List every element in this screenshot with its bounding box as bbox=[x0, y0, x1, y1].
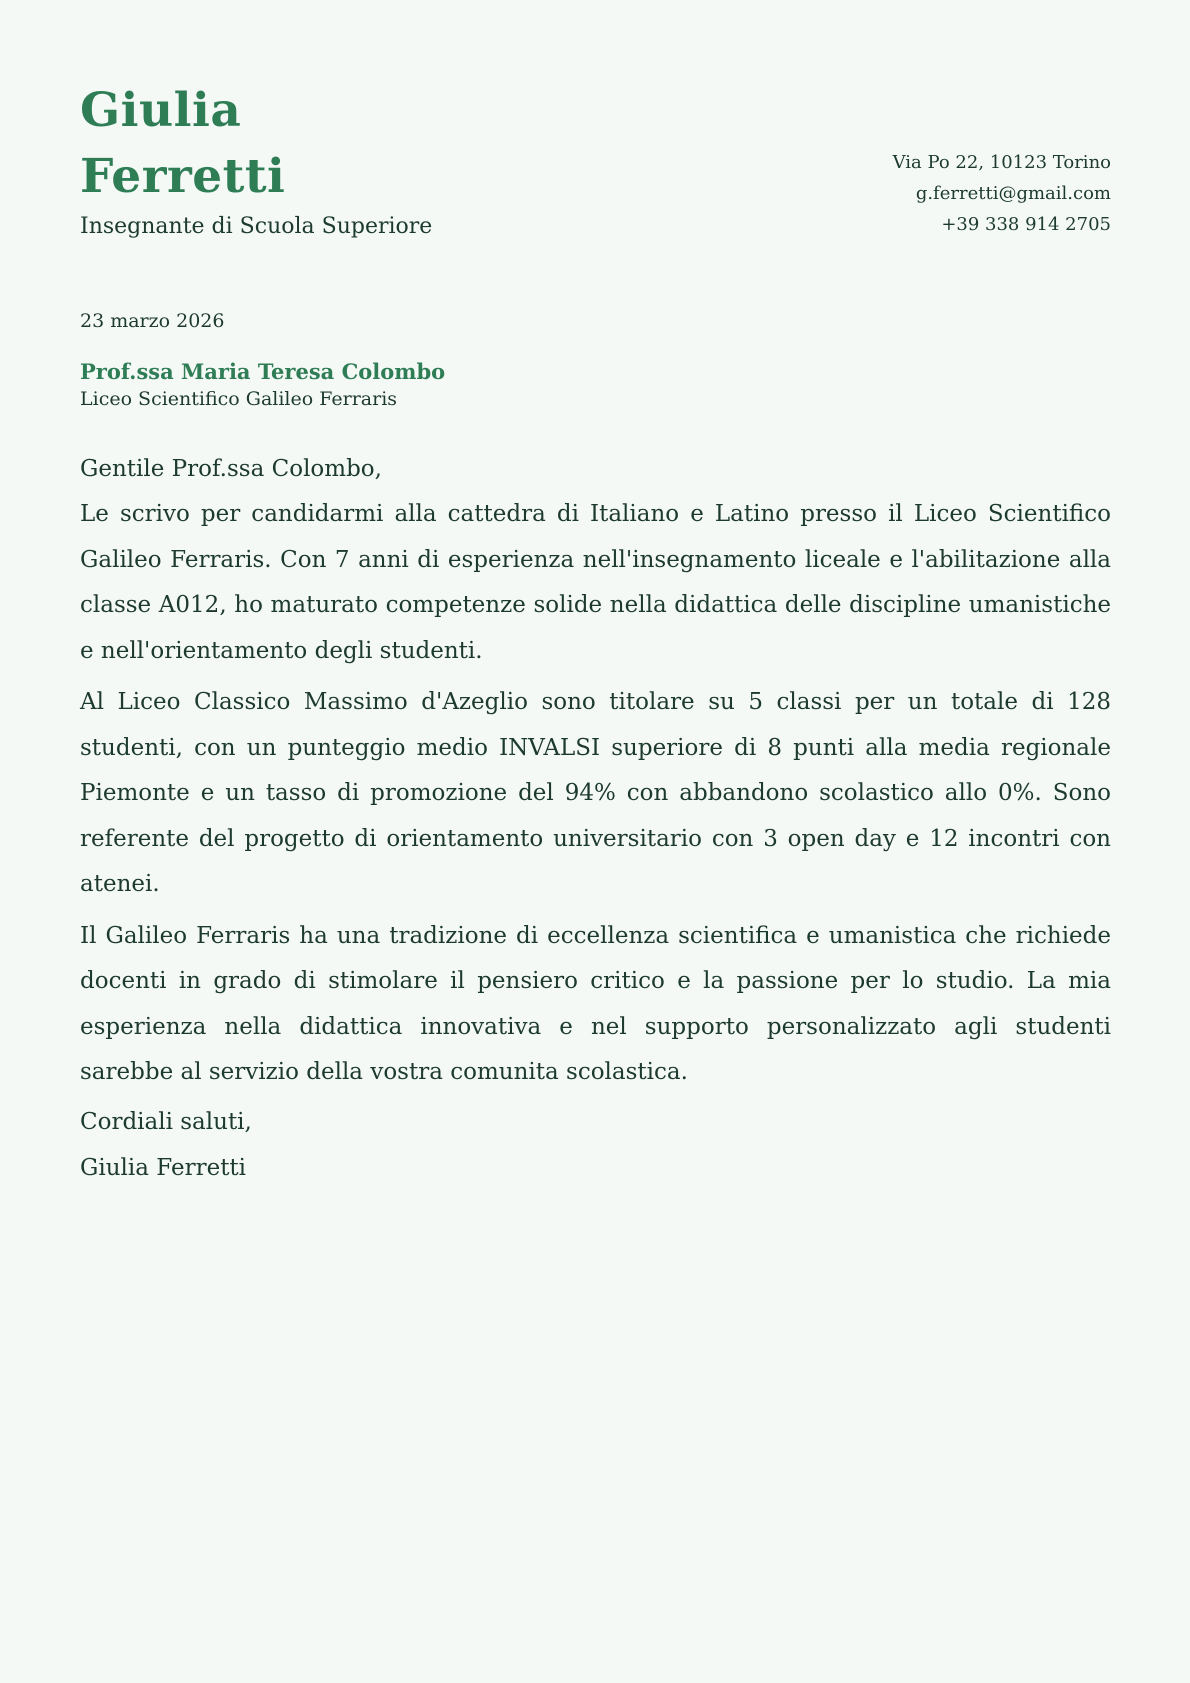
recipient-organization: Liceo Scientifico Galileo Ferraris bbox=[80, 388, 398, 410]
body-paragraph-3: Il Galileo Ferraris ha una tradizione di eccellenza scientifica e umanistica che richiede docenti in grado di stimolare il pensiero critico e la passione per lo studio. La mia esperienza nella didattica innovativa e nel supporto personalizzato agli studenti sarebbe al servizio della vostra comunita scolastica. bbox=[80, 922, 1111, 1085]
sender-email: g.ferretti@gmail.com bbox=[915, 183, 1111, 204]
cover-letter bbox=[80, 78, 1111, 1188]
sender-last-name: Ferretti bbox=[80, 149, 286, 204]
salutation: Gentile Prof.ssa Colombo, bbox=[80, 456, 382, 482]
sender-title: Insegnante di Scuola Superiore bbox=[80, 214, 433, 239]
signature: Giulia Ferretti bbox=[80, 1154, 247, 1181]
sender-phone: +39 338 914 2705 bbox=[941, 214, 1111, 235]
sender-first-name: Giulia bbox=[80, 83, 242, 138]
closing: Cordiali saluti, bbox=[80, 1108, 252, 1135]
body-paragraph-1: Le scrivo per candidarmi alla cattedra di Italiano e Latino presso il Liceo Scientifico Galileo Ferraris. Con 7 anni di esperienza nell'insegnamento liceale e l'abilitazione alla classe A012, ho maturato competenze solide nella didattica delle discipline umanistiche e nell'orientamento degli studenti. bbox=[80, 501, 1111, 664]
body-paragraph-2: Al Liceo Classico Massimo d'Azeglio sono titolare su 5 classi per un totale di 128 studenti, con un punteggio medio INVALSI superiore di 8 punti alla media regionale Piemonte e un tasso di promozione del 94% con abbandono scolastico allo 0%. Sono referente del progetto di orientamento universitario con 3 open day e 12 incontri con atenei. bbox=[80, 689, 1111, 897]
sender-name bbox=[80, 78, 432, 210]
sender-contact bbox=[893, 147, 1111, 240]
sender-address: Via Po 22, 10123 Torino bbox=[892, 152, 1111, 173]
recipient-name: Prof.ssa Maria Teresa Colombo bbox=[80, 359, 446, 384]
letter-header bbox=[80, 78, 1111, 242]
sender-identity bbox=[80, 78, 432, 242]
letter-date: 23 marzo 2026 bbox=[80, 310, 225, 332]
